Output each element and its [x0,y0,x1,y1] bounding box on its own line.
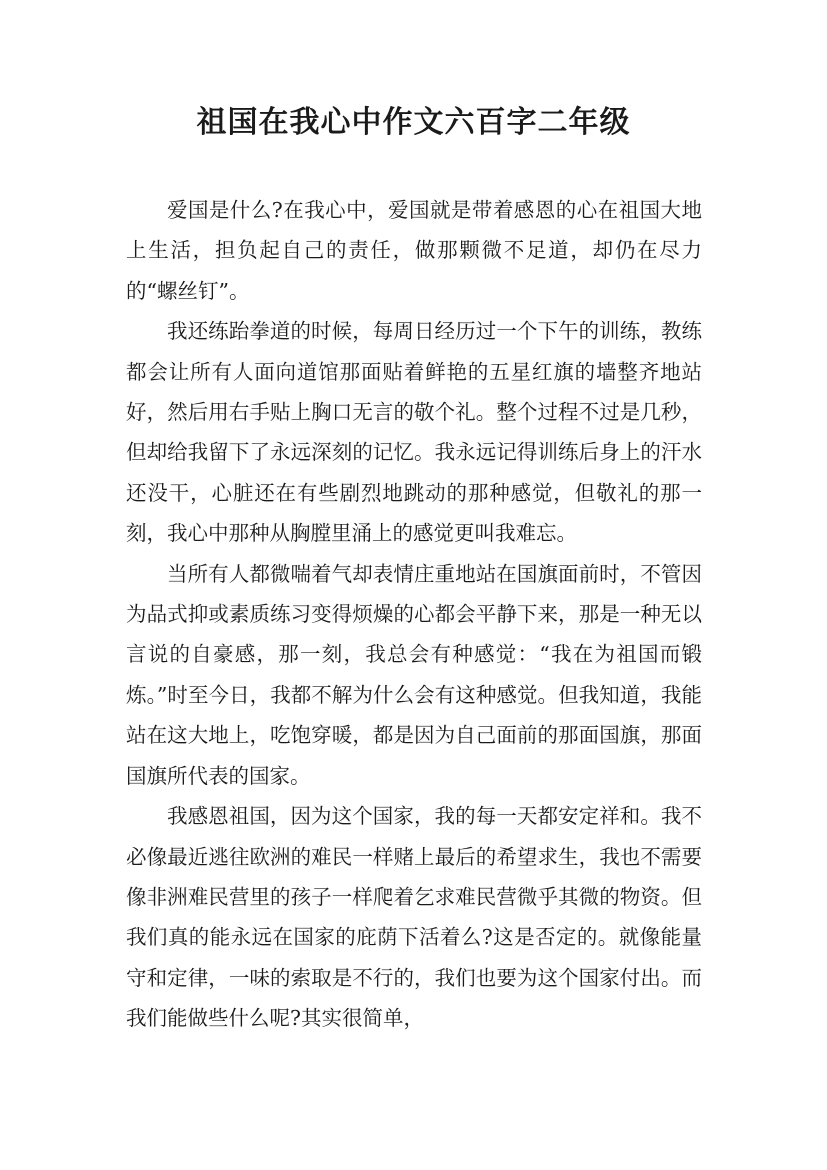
document-body [126,190,702,1039]
paragraph-3: 当所有人都微喘着气却表情庄重地站在国旗面前时，不管因为品式抑或素质练习变得烦燥的心都会平静下来，那是一种无以言说的自豪感，那一刻，我总会有种感觉：“我在为祖国而锻炼。”时至今日，我都不解为什么会有这种感觉。但我知道，我能站在这大地上，吃饱穿暖，都是因为自己面前的那面国旗，那面国旗所代表的国家。 [126,561,702,788]
paragraph-4: 我感恩祖国，因为这个国家，我的每一天都安定祥和。我不必像最近逃往欧洲的难民一样赌上最后的希望求生，我也不需要像非洲难民营里的孩子一样爬着乞求难民营微乎其微的物资。但我们真的能永远在国家的庇荫下活着么?这是否定的。就像能量守和定律，一味的索取是不行的，我们也要为这个国家付出。而我们能做些什么呢?其实很简单， [126,804,702,1031]
paragraph-1: 爱国是什么?在我心中，爱国就是带着感恩的心在祖国大地上生活，担负起自己的责任，做那颗微不足道，却仍在尽力的“螺丝钉”。 [126,198,702,303]
paragraph-2: 我还练跆拳道的时候，每周日经历过一个下午的训练，教练都会让所有人面向道馆那面贴着鲜艳的五星红旗的墙整齐地站好，然后用右手贴上胸口无言的敬个礼。整个过程不过是几秒，但却给我留下了永远深刻的记忆。我永远记得训练后身上的汗水还没干，心脏还在有些剧烈地跳动的那种感觉，但敬礼的那一刻，我心中那种从胸膛里涌上的感觉更叫我难忘。 [126,319,702,546]
document-title: 祖国在我心中作文六百字二年级 [196,105,631,140]
